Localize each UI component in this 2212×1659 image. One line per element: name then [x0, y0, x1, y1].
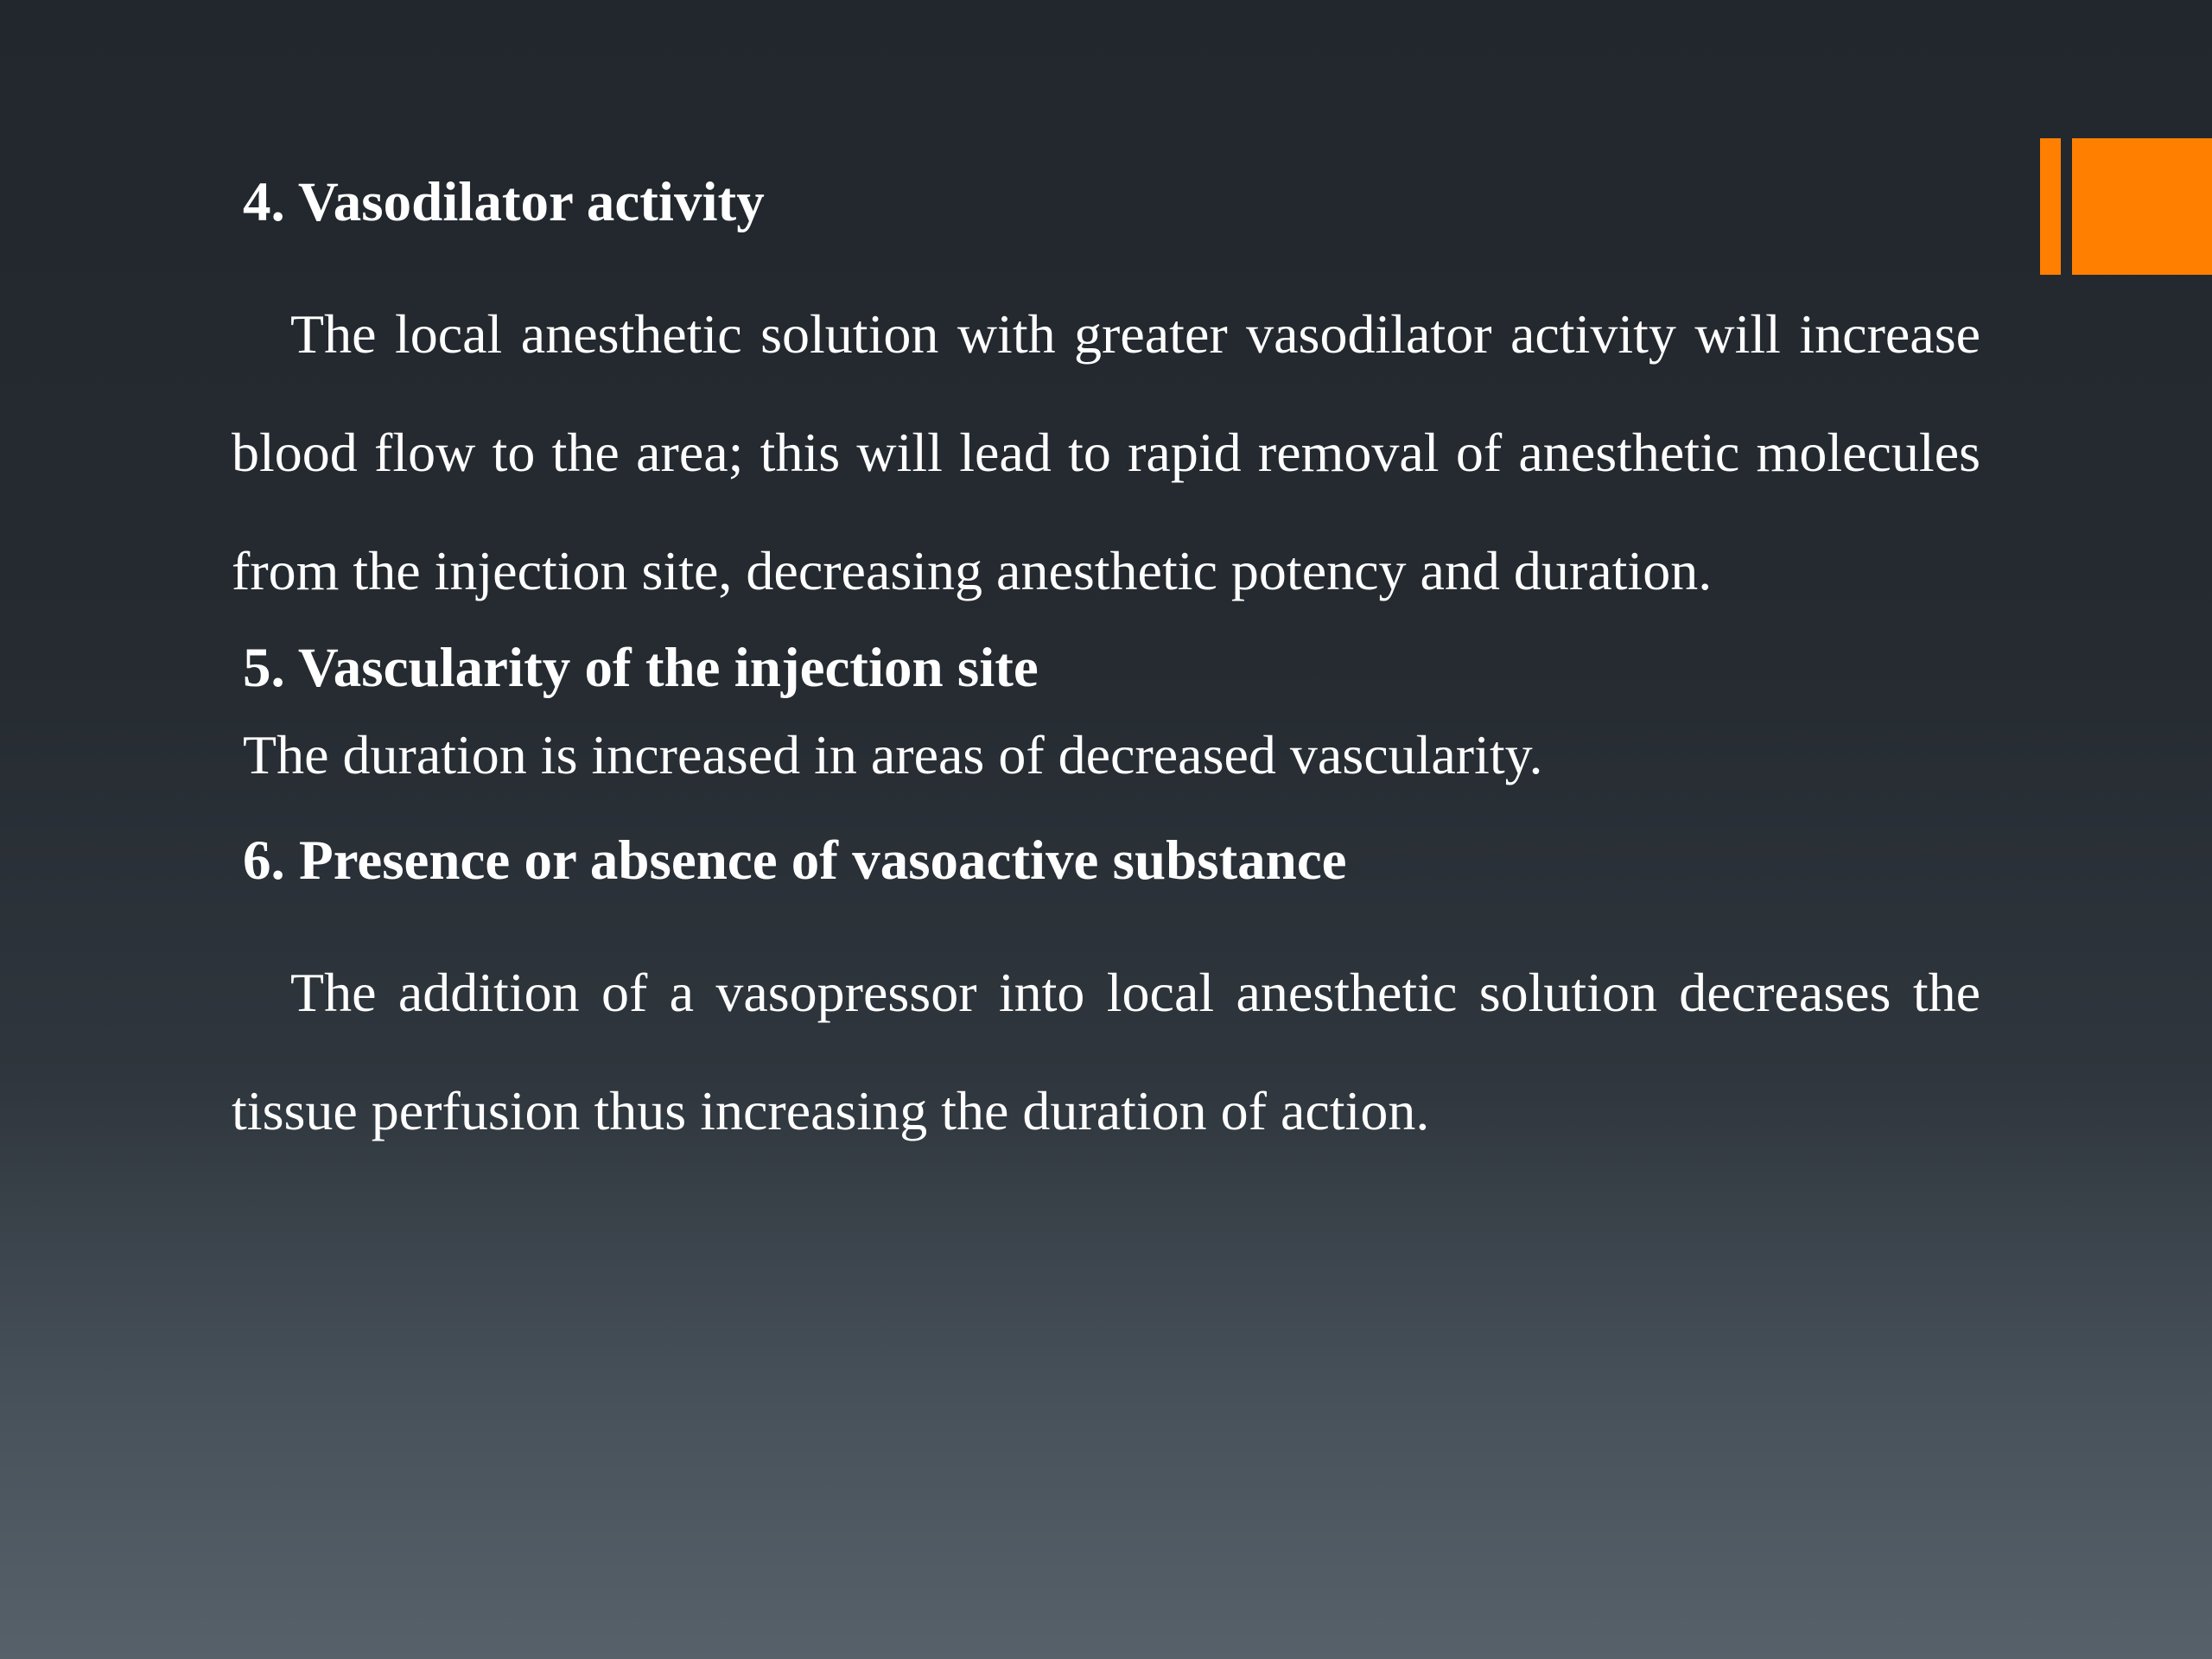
section-heading-vasodilator: 4. Vasodilator activity	[243, 171, 765, 233]
accent-block	[2072, 138, 2212, 275]
section-body-vasoactive: The addition of a vasopressor into local anesthetic solution decreases the tissue perfusion thus increasing the duration of action.	[232, 962, 1980, 1142]
section-heading-vascularity: 5. Vascularity of the injection site	[243, 637, 1039, 699]
section-heading-vasoactive: 6. Presence or absence of vasoactive substance	[243, 830, 1347, 893]
accent-bar-thin	[2040, 138, 2061, 275]
section-body-vasodilator: The local anesthetic solution with greater vasodilator activity will increase blood flow to the area; this will lead to rapid removal of anesthetic molecules from the injection site, decreasing anesthetic potency and duration.	[232, 303, 1980, 601]
slide-content	[232, 168, 1980, 1170]
section-body-vascularity: The duration is increased in areas of decreased vascularity.	[243, 724, 1543, 785]
